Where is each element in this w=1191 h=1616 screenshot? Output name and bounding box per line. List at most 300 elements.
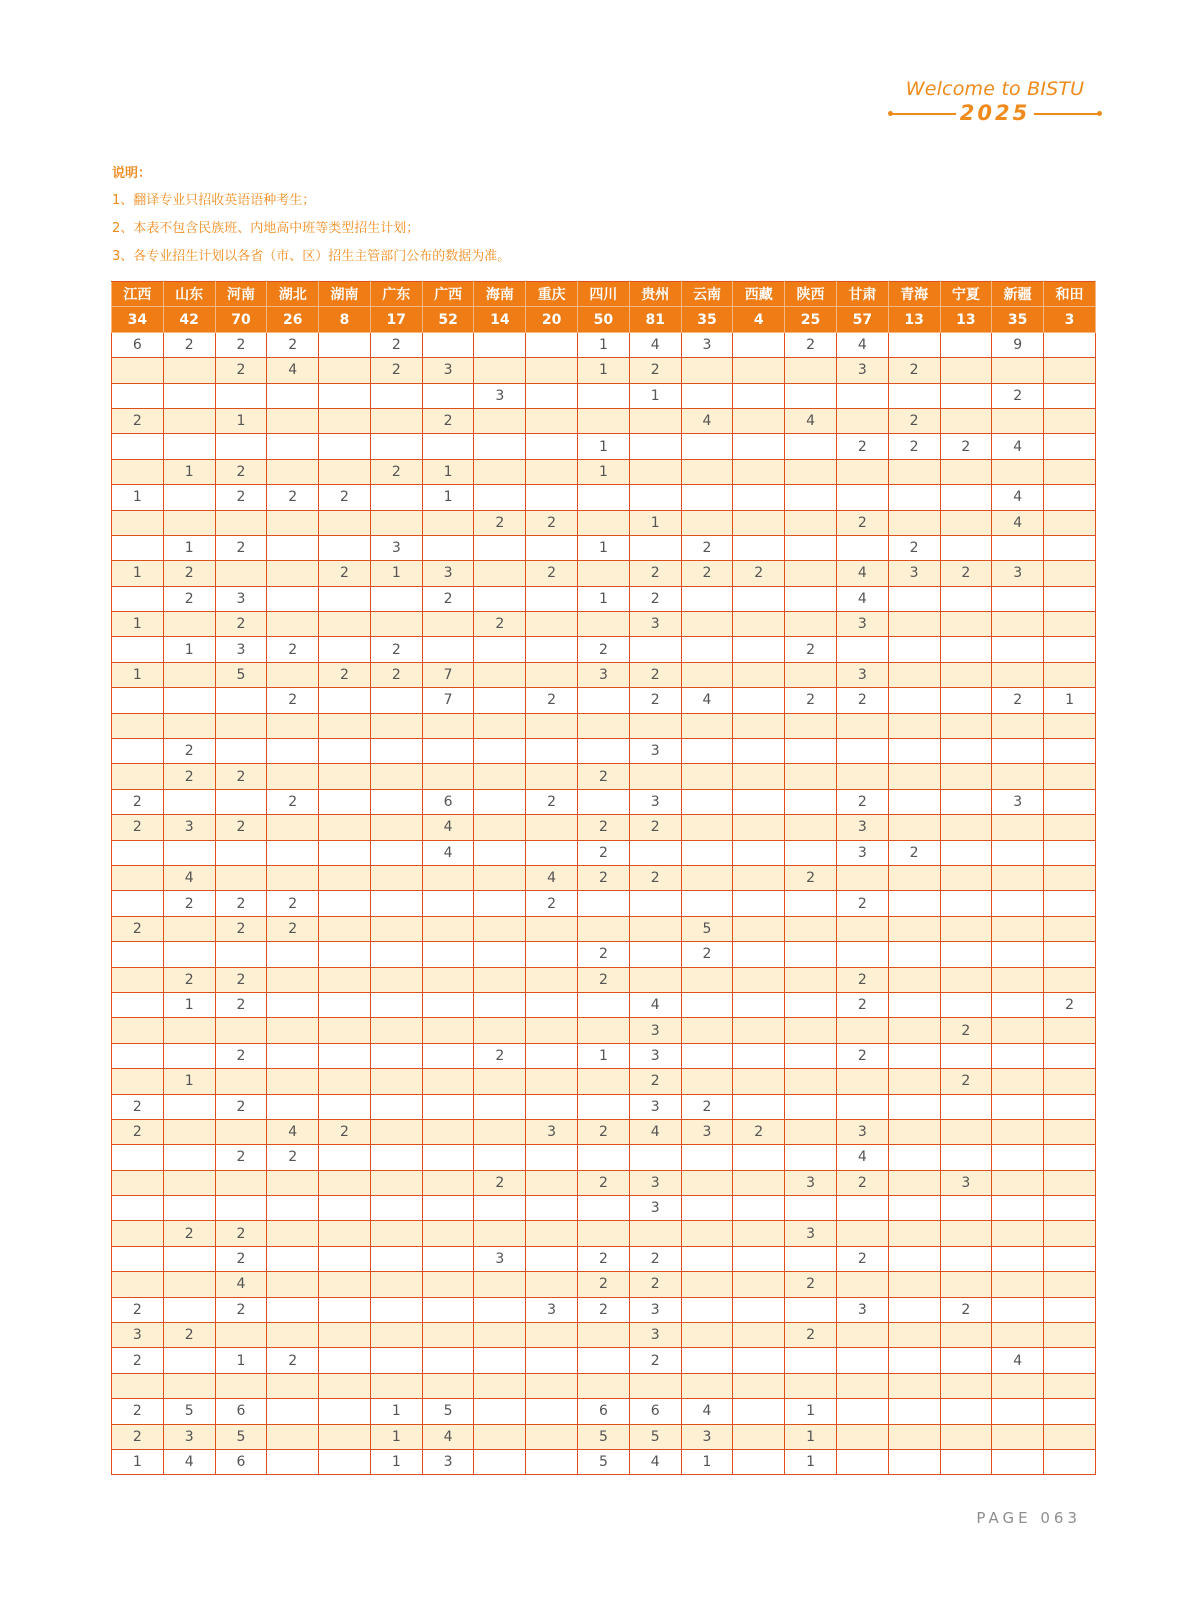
table-cell: 3: [629, 1297, 681, 1322]
table-cell: 3: [526, 1119, 578, 1144]
table-cell: [163, 1119, 215, 1144]
table-cell: [992, 459, 1044, 484]
table-cell: [992, 815, 1044, 840]
table-cell: [888, 1145, 940, 1170]
table-cell: [319, 1069, 371, 1094]
table-cell: [319, 865, 371, 890]
province-header: 青海: [888, 282, 940, 307]
table-cell: [474, 1094, 526, 1119]
table-cell: [215, 383, 267, 408]
table-cell: [733, 815, 785, 840]
table-cell: [1044, 1272, 1096, 1297]
table-cell: [629, 764, 681, 789]
table-cell: [733, 942, 785, 967]
table-cell: [733, 1348, 785, 1373]
table-cell: [267, 764, 319, 789]
province-total: 34: [112, 307, 164, 332]
table-row: [112, 1373, 1096, 1398]
table-cell: [578, 1221, 630, 1246]
table-cell: [474, 1272, 526, 1297]
table-cell: [940, 840, 992, 865]
table-cell: 2: [215, 1145, 267, 1170]
table-cell: [733, 1449, 785, 1474]
table-cell: [733, 967, 785, 992]
table-cell: [1044, 637, 1096, 662]
table-row: [112, 1399, 1096, 1424]
table-cell: 3: [629, 1018, 681, 1043]
table-cell: [940, 891, 992, 916]
table-cell: 5: [681, 916, 733, 941]
table-cell: 1: [112, 561, 164, 586]
table-cell: 2: [370, 662, 422, 687]
table-cell: [474, 434, 526, 459]
table-cell: 2: [526, 789, 578, 814]
table-cell: [940, 586, 992, 611]
table-cell: [888, 510, 940, 535]
table-cell: 2: [629, 358, 681, 383]
note-item-3: 3、各专业招生计划以各省（市、区）招生主管部门公布的数据为准。: [112, 249, 511, 264]
table-cell: [422, 1094, 474, 1119]
table-cell: 2: [526, 510, 578, 535]
table-cell: [112, 840, 164, 865]
table-cell: [940, 764, 992, 789]
table-cell: 2: [733, 1119, 785, 1144]
table-cell: 2: [163, 561, 215, 586]
table-cell: 2: [163, 1221, 215, 1246]
table-cell: [681, 713, 733, 738]
table-cell: [992, 535, 1044, 560]
table-cell: [319, 510, 371, 535]
table-cell: 3: [681, 332, 733, 357]
table-cell: [422, 1221, 474, 1246]
table-cell: 6: [215, 1399, 267, 1424]
table-cell: [526, 1348, 578, 1373]
table-cell: [629, 1221, 681, 1246]
table-row: [112, 967, 1096, 992]
table-cell: 4: [163, 1449, 215, 1474]
table-cell: [992, 1424, 1044, 1449]
table-cell: [267, 561, 319, 586]
table-cell: 2: [681, 561, 733, 586]
table-cell: 2: [215, 1246, 267, 1271]
table-cell: 1: [681, 1449, 733, 1474]
table-cell: [785, 434, 837, 459]
table-row: [112, 1196, 1096, 1221]
table-cell: [267, 383, 319, 408]
table-row: [112, 1323, 1096, 1348]
table-cell: [681, 1348, 733, 1373]
table-cell: [940, 739, 992, 764]
table-cell: 2: [112, 1424, 164, 1449]
table-cell: 2: [112, 916, 164, 941]
table-cell: 2: [785, 1272, 837, 1297]
table-cell: [733, 358, 785, 383]
table-cell: [940, 916, 992, 941]
table-cell: 4: [836, 586, 888, 611]
table-cell: [319, 434, 371, 459]
table-cell: [474, 561, 526, 586]
table-cell: [319, 408, 371, 433]
table-cell: [629, 637, 681, 662]
table-cell: [526, 967, 578, 992]
table-cell: [319, 764, 371, 789]
table-cell: [992, 662, 1044, 687]
table-cell: [319, 1323, 371, 1348]
province-header: 江西: [112, 282, 164, 307]
table-row: [112, 1094, 1096, 1119]
table-cell: 2: [578, 1297, 630, 1322]
year-line: [890, 100, 1100, 126]
table-cell: [992, 840, 1044, 865]
table-cell: 1: [163, 992, 215, 1017]
table-cell: 3: [112, 1323, 164, 1348]
table-cell: [474, 1373, 526, 1398]
table-cell: [267, 434, 319, 459]
table-cell: [1044, 485, 1096, 510]
table-cell: [319, 1424, 371, 1449]
table-cell: [992, 865, 1044, 890]
table-cell: [836, 1348, 888, 1373]
table-cell: 3: [785, 1221, 837, 1246]
table-cell: 3: [629, 1170, 681, 1195]
table-cell: [681, 992, 733, 1017]
table-cell: 2: [215, 891, 267, 916]
table-cell: [940, 1119, 992, 1144]
table-cell: [888, 815, 940, 840]
table-cell: [112, 1043, 164, 1068]
table-cell: [215, 1323, 267, 1348]
table-cell: 2: [785, 637, 837, 662]
table-cell: [836, 1424, 888, 1449]
table-cell: 3: [422, 1449, 474, 1474]
table-cell: [785, 1246, 837, 1271]
table-cell: [785, 739, 837, 764]
table-cell: [940, 713, 992, 738]
table-cell: [785, 485, 837, 510]
table-cell: [163, 688, 215, 713]
table-cell: [215, 688, 267, 713]
table-cell: [888, 713, 940, 738]
table-cell: [422, 1170, 474, 1195]
table-cell: 3: [215, 586, 267, 611]
table-cell: [267, 815, 319, 840]
table-cell: [163, 485, 215, 510]
table-cell: 2: [940, 1069, 992, 1094]
table-cell: [888, 992, 940, 1017]
table-cell: [112, 510, 164, 535]
table-cell: [1044, 764, 1096, 789]
table-cell: [940, 1373, 992, 1398]
table-cell: [474, 865, 526, 890]
table-cell: [1044, 1323, 1096, 1348]
table-cell: [836, 637, 888, 662]
table-cell: 2: [629, 865, 681, 890]
table-cell: [733, 1196, 785, 1221]
table-cell: [888, 1373, 940, 1398]
table-cell: 2: [215, 612, 267, 637]
province-header: 山东: [163, 282, 215, 307]
table-cell: [526, 1094, 578, 1119]
table-cell: [267, 1196, 319, 1221]
table-cell: [370, 408, 422, 433]
table-cell: [1044, 1221, 1096, 1246]
table-cell: [785, 764, 837, 789]
table-cell: 1: [215, 1348, 267, 1373]
table-cell: 4: [422, 815, 474, 840]
table-cell: [526, 1170, 578, 1195]
province-header: 四川: [578, 282, 630, 307]
table-cell: [526, 586, 578, 611]
table-cell: [422, 612, 474, 637]
table-cell: [940, 1272, 992, 1297]
table-cell: [785, 815, 837, 840]
table-cell: 2: [112, 1119, 164, 1144]
table-cell: 2: [526, 561, 578, 586]
table-cell: [578, 561, 630, 586]
table-cell: [578, 383, 630, 408]
table-cell: [526, 1449, 578, 1474]
table-cell: [785, 1145, 837, 1170]
table-cell: [992, 612, 1044, 637]
table-cell: [215, 434, 267, 459]
table-cell: [836, 916, 888, 941]
table-cell: [836, 713, 888, 738]
table-cell: [267, 1272, 319, 1297]
table-cell: [888, 1018, 940, 1043]
table-cell: 2: [267, 789, 319, 814]
table-cell: 4: [526, 865, 578, 890]
table-cell: [992, 891, 1044, 916]
table-cell: [422, 1119, 474, 1144]
table-cell: 2: [992, 688, 1044, 713]
table-cell: [474, 1069, 526, 1094]
table-cell: 3: [836, 358, 888, 383]
table-cell: [215, 1196, 267, 1221]
table-cell: [422, 383, 474, 408]
table-cell: 2: [578, 967, 630, 992]
table-cell: [681, 662, 733, 687]
table-cell: [267, 535, 319, 560]
table-cell: 6: [422, 789, 474, 814]
table-cell: 2: [319, 561, 371, 586]
table-cell: [940, 967, 992, 992]
table-cell: [629, 434, 681, 459]
table-cell: [474, 789, 526, 814]
table-cell: [112, 764, 164, 789]
note-item-1: 1、翻译专业只招收英语语种考生；: [112, 193, 316, 208]
table-cell: [992, 1018, 1044, 1043]
table-cell: [474, 1119, 526, 1144]
table-cell: [163, 1272, 215, 1297]
table-cell: [888, 1170, 940, 1195]
table-cell: [785, 1018, 837, 1043]
table-cell: 3: [526, 1297, 578, 1322]
table-cell: [370, 1094, 422, 1119]
table-row: [112, 1043, 1096, 1068]
table-cell: [578, 688, 630, 713]
table-cell: 4: [629, 992, 681, 1017]
table-cell: 2: [681, 942, 733, 967]
table-cell: 2: [474, 1043, 526, 1068]
table-cell: [1044, 1145, 1096, 1170]
table-cell: [267, 865, 319, 890]
table-cell: [888, 1069, 940, 1094]
table-cell: [474, 1297, 526, 1322]
table-cell: 2: [112, 1094, 164, 1119]
table-cell: [474, 1145, 526, 1170]
table-cell: 6: [629, 1399, 681, 1424]
table-cell: 2: [474, 1170, 526, 1195]
table-cell: 3: [629, 1323, 681, 1348]
table-cell: [163, 408, 215, 433]
table-cell: 2: [215, 1043, 267, 1068]
table-cell: [422, 942, 474, 967]
table-cell: [526, 485, 578, 510]
table-cell: 2: [319, 662, 371, 687]
table-cell: [681, 967, 733, 992]
table-cell: [319, 383, 371, 408]
table-cell: [1044, 1170, 1096, 1195]
table-cell: [681, 840, 733, 865]
table-cell: [785, 1373, 837, 1398]
table-cell: [888, 1094, 940, 1119]
table-cell: 2: [578, 815, 630, 840]
table-cell: [370, 789, 422, 814]
table-cell: 3: [836, 1119, 888, 1144]
table-cell: [992, 1246, 1044, 1271]
table-cell: [940, 1246, 992, 1271]
table-cell: 2: [888, 535, 940, 560]
table-cell: [267, 1043, 319, 1068]
table-cell: 3: [629, 1196, 681, 1221]
table-cell: 2: [629, 586, 681, 611]
rule-right: [1034, 113, 1100, 115]
table-cell: 3: [629, 612, 681, 637]
table-cell: [422, 1196, 474, 1221]
province-total: 14: [474, 307, 526, 332]
table-cell: [992, 1196, 1044, 1221]
table-cell: [1044, 815, 1096, 840]
table-cell: [370, 764, 422, 789]
table-cell: [112, 1145, 164, 1170]
table-cell: [526, 815, 578, 840]
table-cell: [992, 1043, 1044, 1068]
table-cell: [733, 1424, 785, 1449]
table-cell: 2: [940, 1018, 992, 1043]
table-cell: [836, 383, 888, 408]
table-cell: [836, 1373, 888, 1398]
table-cell: 1: [112, 662, 164, 687]
table-cell: [940, 1221, 992, 1246]
table-cell: [267, 662, 319, 687]
table-cell: [785, 561, 837, 586]
table-cell: [370, 1069, 422, 1094]
table-cell: [319, 1272, 371, 1297]
table-cell: [319, 1170, 371, 1195]
table-cell: [319, 1196, 371, 1221]
table-cell: [526, 383, 578, 408]
table-cell: [319, 1145, 371, 1170]
table-cell: [319, 1297, 371, 1322]
table-cell: [733, 586, 785, 611]
province-total: 4: [733, 307, 785, 332]
table-cell: [370, 713, 422, 738]
table-cell: 4: [629, 1119, 681, 1144]
table-cell: [681, 637, 733, 662]
table-cell: 2: [992, 383, 1044, 408]
table-cell: [888, 789, 940, 814]
table-cell: [888, 739, 940, 764]
table-cell: 2: [785, 332, 837, 357]
table-cell: [319, 891, 371, 916]
table-cell: [681, 1323, 733, 1348]
province-total: 13: [940, 307, 992, 332]
table-cell: 2: [215, 967, 267, 992]
table-cell: 2: [267, 485, 319, 510]
table-cell: [215, 942, 267, 967]
table-cell: [370, 586, 422, 611]
table-row: [112, 713, 1096, 738]
province-header: 云南: [681, 282, 733, 307]
table-cell: 2: [163, 891, 215, 916]
table-cell: [992, 1170, 1044, 1195]
province-header: 新疆: [992, 282, 1044, 307]
province-total: 17: [370, 307, 422, 332]
table-cell: [578, 485, 630, 510]
table-cell: [319, 1246, 371, 1271]
table-cell: [474, 408, 526, 433]
table-cell: 2: [629, 1246, 681, 1271]
table-cell: [112, 739, 164, 764]
table-cell: [474, 1348, 526, 1373]
table-cell: 2: [422, 586, 474, 611]
table-cell: 2: [785, 1323, 837, 1348]
table-cell: 4: [422, 840, 474, 865]
table-cell: [681, 1069, 733, 1094]
table-cell: [422, 510, 474, 535]
table-cell: [112, 1246, 164, 1271]
table-cell: 4: [163, 865, 215, 890]
table-cell: [370, 1246, 422, 1271]
table-cell: [370, 942, 422, 967]
table-row: [112, 1297, 1096, 1322]
table-cell: [992, 1297, 1044, 1322]
table-cell: [836, 764, 888, 789]
table-cell: 2: [836, 967, 888, 992]
table-cell: [474, 459, 526, 484]
table-cell: 2: [163, 1323, 215, 1348]
table-cell: [785, 1094, 837, 1119]
table-cell: [681, 1043, 733, 1068]
table-cell: [474, 1399, 526, 1424]
table-cell: [733, 332, 785, 357]
table-cell: [319, 1018, 371, 1043]
table-cell: [785, 1043, 837, 1068]
table-cell: [526, 840, 578, 865]
table-cell: [733, 1170, 785, 1195]
table-row: [112, 688, 1096, 713]
table-cell: [888, 1246, 940, 1271]
table-cell: [319, 688, 371, 713]
table-cell: 2: [836, 891, 888, 916]
table-cell: 2: [112, 815, 164, 840]
table-cell: 2: [267, 332, 319, 357]
table-cell: [681, 485, 733, 510]
table-cell: [215, 713, 267, 738]
table-cell: [474, 815, 526, 840]
table-cell: [836, 459, 888, 484]
table-cell: [267, 1449, 319, 1474]
